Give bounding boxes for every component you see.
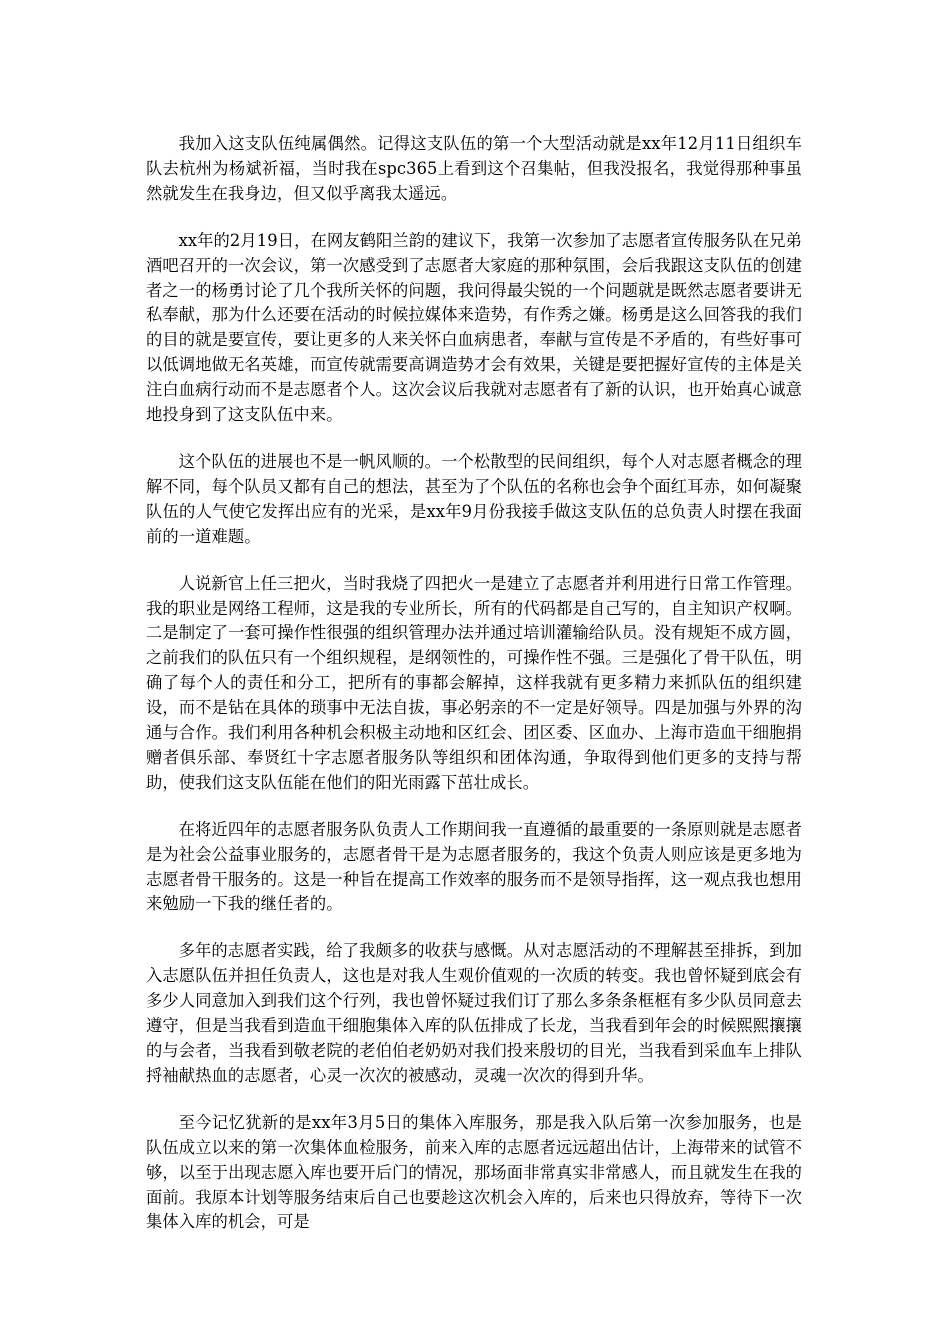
paragraph-3: 这个队伍的进展也不是一帆风顺的。一个松散型的民间组织，每个人对志愿者概念的理解不同，每个队员又都有自己的想法，甚至为了个队伍的名称也会争个面红耳赤，如何凝聚队伍的人气使它发挥出应有的光采，是xx年9月份我接手做这支队伍的总负责人时摆在我面前的一道难题。 [146, 451, 802, 546]
paragraph-7: 至今记忆犹新的是xx年3月5日的集体入库服务，那是我入队后第一次参加服务，也是队伍成立以来的第一次集体血检服务，前来入库的志愿者远远超出估计，上海带来的试管不够，以至于出现志愿入库也要开后门的情况，那场面非常真实非常感人，而且就发生在我的面前。我原本计划等服务结束后自己也要趁这次机会入库的，后来也只得放弃，等待下一次集体入库的机会，可是 [146, 1112, 802, 1232]
paragraph-2: xx年的2月19日，在网友鹤阳兰韵的建议下，我第一次参加了志愿者宣传服务队在兄弟酒吧召开的一次会议，第一次感受到了志愿者大家庭的那种氛围，会后我跟这支队伍的创建者之一的杨勇讨论了几个我所关怀的问题，我问得最尖锐的一个问题就是既然志愿者要讲无私奉献，那为什么还要在活动的时候拉媒体来造势，有作秀之嫌。杨勇是这么回答我的我们的目的就是要宣传，要让更多的人来关怀白血病患者，奉献与宣传是不矛盾的，有些好事可以低调地做无名英雄，而宣传就需要高调造势才会有效果，关键是要把握好宣传的主体是关注白血病行动而不是志愿者个人。这次会议后我就对志愿者有了新的认识，也开始真心诚意地投身到了这支队伍中来。 [146, 230, 802, 425]
paragraph-5: 在将近四年的志愿者服务队负责人工作期间我一直遵循的最重要的一条原则就是志愿者是为社会公益事业服务的，志愿者骨干是为志愿者服务的，我这个负责人则应该是更多地为志愿者骨干服务的。这是一种旨在提高工作效率的服务而不是领导指挥，这一观点我也想用来勉励一下我的继任者的。 [146, 819, 802, 914]
paragraph-6: 多年的志愿者实践，给了我颇多的收获与感慨。从对志愿活动的不理解甚至排拆，到加入志愿队伍并担任负责人，这也是对我人生观价值观的一次质的转变。我也曾怀疑到底会有多少人同意加入到我们这个行列，我也曾怀疑过我们订了那么多条条框框有多少队员同意去遵守，但是当我看到造血干细胞集体入库的队伍排成了长龙，当我看到年会的时候熙熙攘攘的与会者，当我看到敬老院的老伯伯老奶奶对我们投来殷切的目光，当我看到采血车上排队捋袖献热血的志愿者，心灵一次次的被感动，灵魂一次次的得到升华。 [146, 941, 802, 1085]
paragraph-1: 我加入这支队伍纯属偶然。记得这支队伍的第一个大型活动就是xx年12月11日组织车队去杭州为杨斌祈福，当时我在spc365上看到这个召集帖，但我没报名，我觉得那种事虽然就发生在我身边，但又似乎离我太遥远。 [146, 134, 802, 203]
document-page [146, 132, 802, 1257]
paragraph-4: 人说新官上任三把火，当时我烧了四把火一是建立了志愿者并利用进行日常工作管理。我的职业是网络工程师，这是我的专业所长，所有的代码都是自己写的，自主知识产权啊。二是制定了一套可操作性很强的组织管理办法并通过培训灌输给队员。没有规矩不成方圆，之前我们的队伍只有一个组织规程，是纲领性的，可操作性不强。三是强化了骨干队伍，明确了每个人的责任和分工，把所有的事都会解掉，这样我就有更多精力来抓队伍的组织建设，而不是钻在具体的琐事中无法自拔，事必躬亲的不一定是好领导。四是加强与外界的沟通与合作。我们利用各种机会积极主动地和区红会、团区委、区血办、上海市造血干细胞捐赠者俱乐部、奉贤红十字志愿者服务队等组织和团体沟通，争取得到他们更多的支持与帮助，使我们这支队伍能在他们的阳光雨露下茁壮成长。 [146, 573, 802, 792]
